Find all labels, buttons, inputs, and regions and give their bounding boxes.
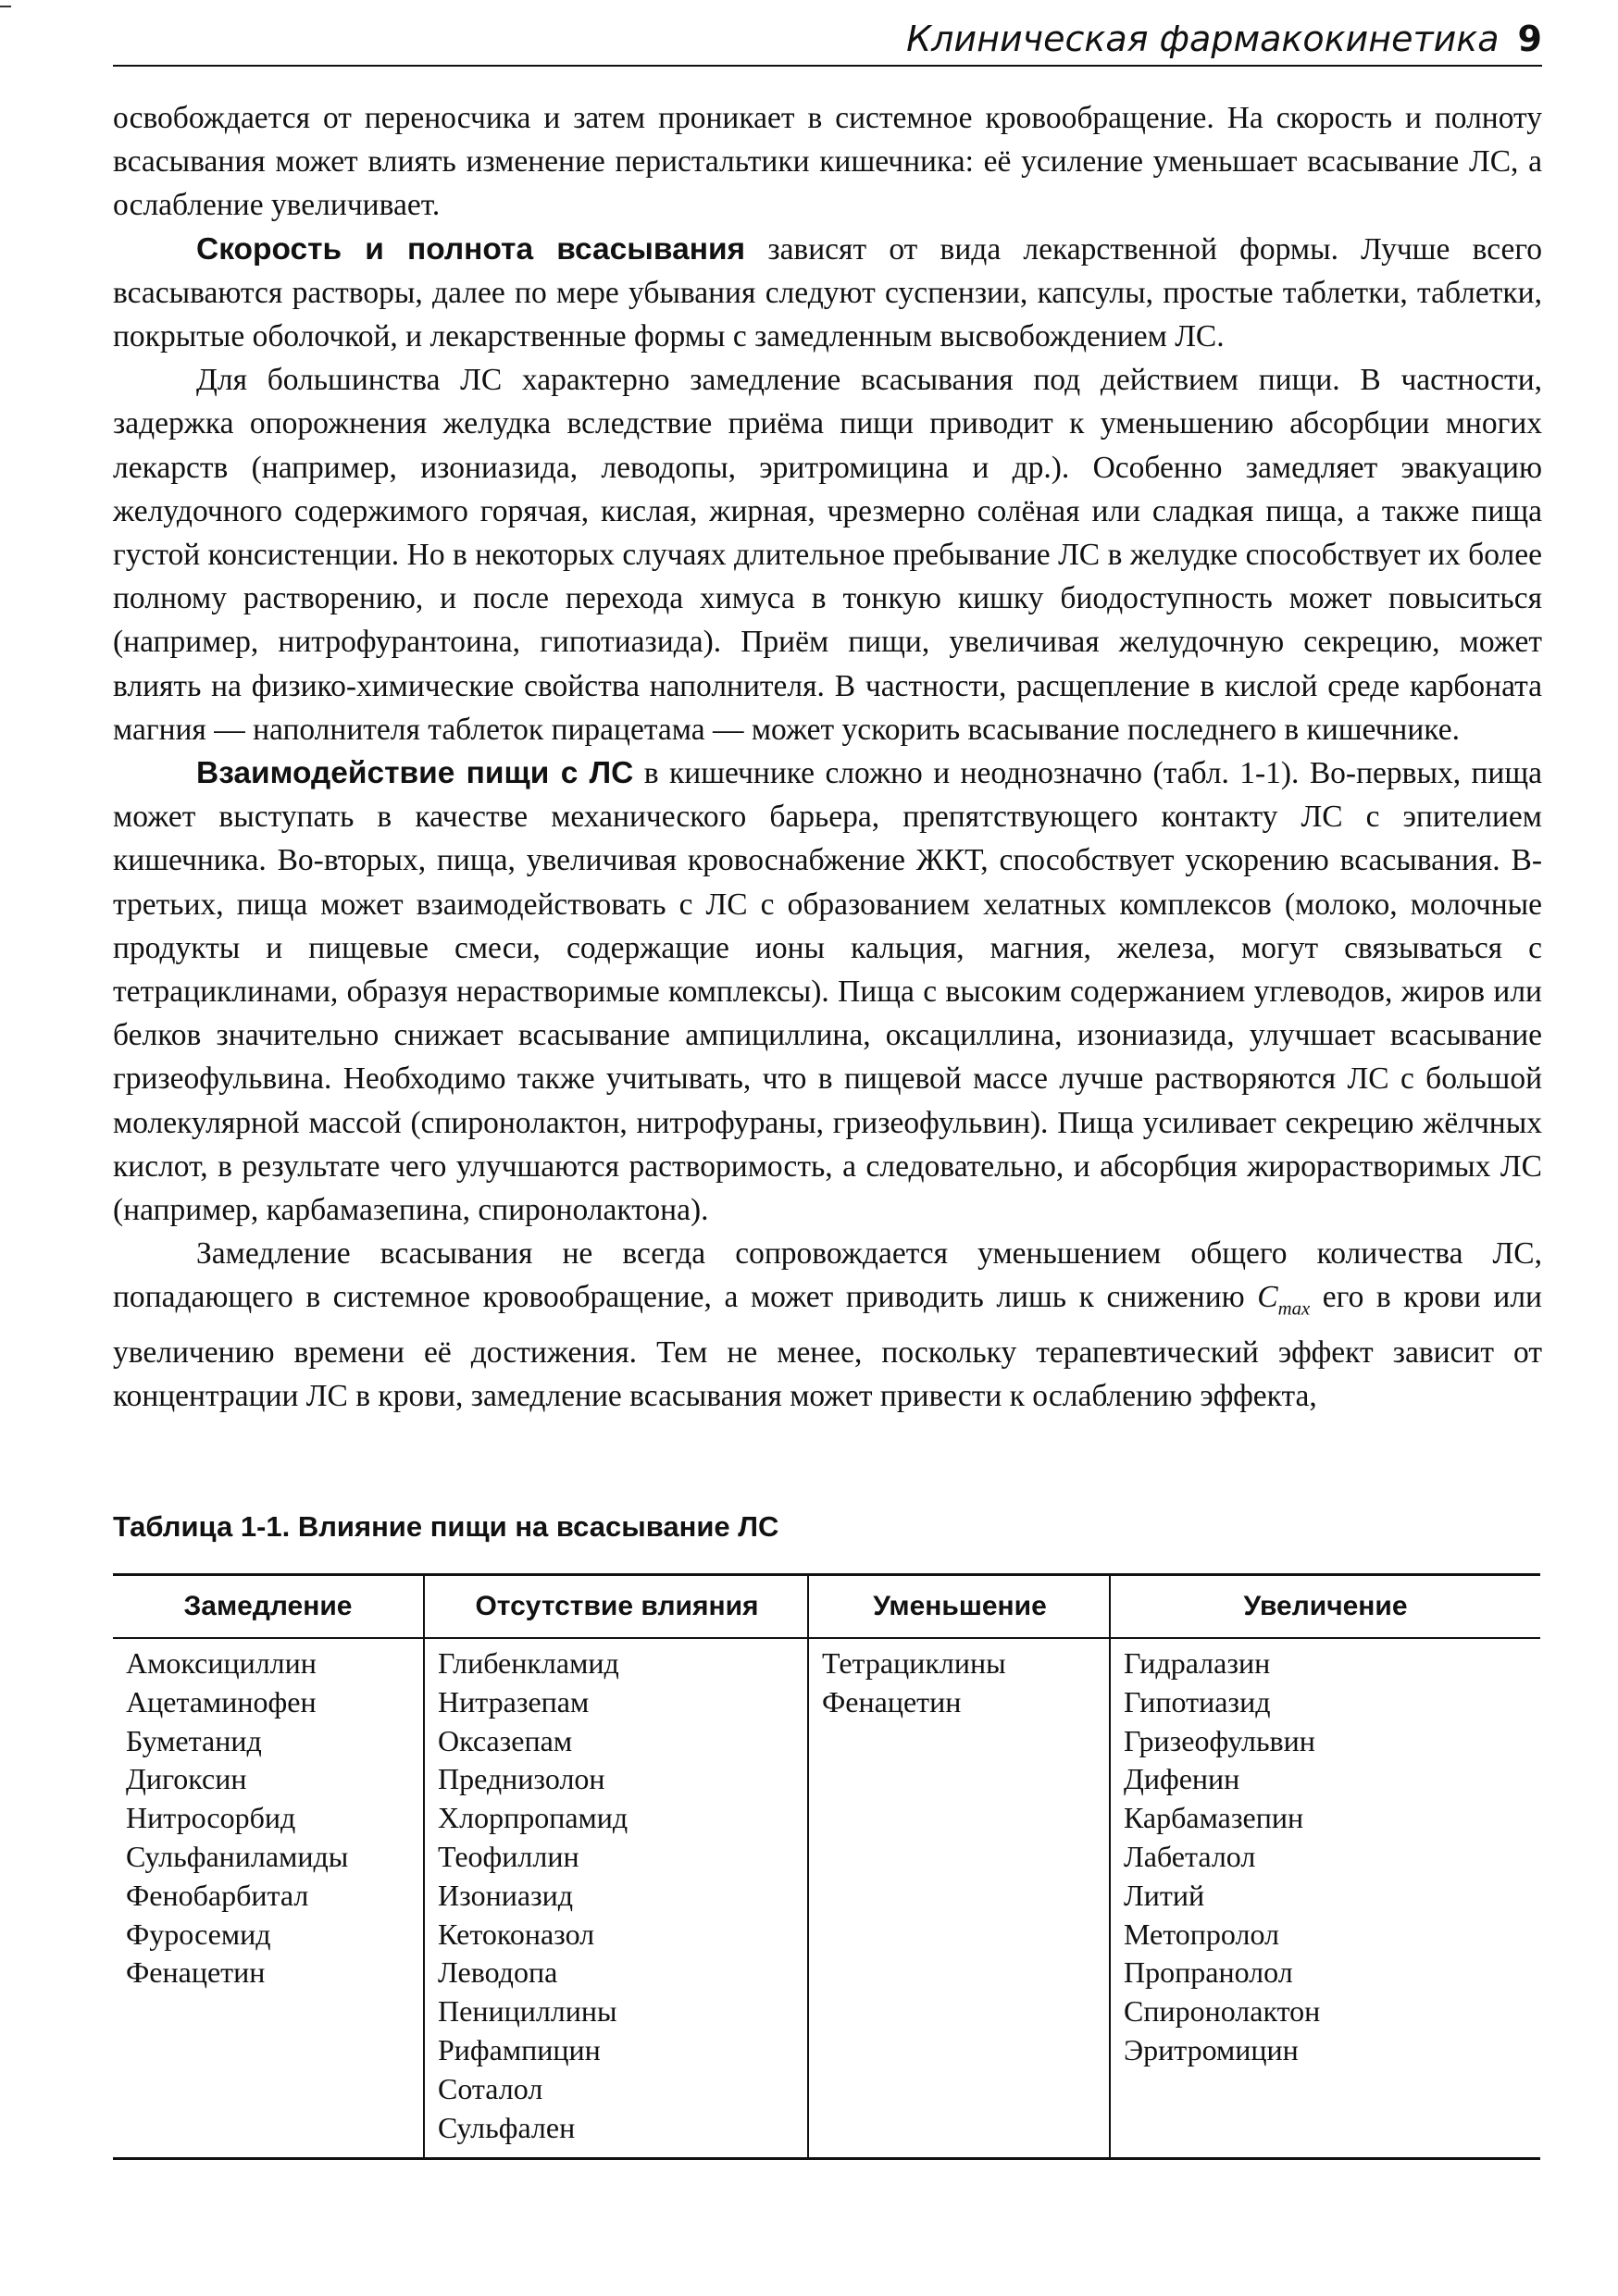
table-cell: Пропранолол: [1124, 1955, 1293, 1990]
paragraph-lead: Взаимодействие пищи с ЛС: [196, 756, 634, 791]
paragraph-5: [113, 1232, 1542, 1418]
paragraph-text: Для большинства ЛС характерно замедление всасывания под действием пищи. В частности, задержка опорожнения желудка вследствие приёма пищи приводит к уменьшению абсорбции многих лекарств (например, изониазида, леводопы, эритромицина и др.). Особенно замедляет эвакуацию желудочного содержимого горячая, кислая, жирная, чрезмерно солёная или сладкая пища, а также пища густой консистенции. Но в некоторых случаях длительное пребывание ЛС в желудке способствует их более полному растворению, и после перехода химуса в тонкую кишку биодоступность может повыситься (например, нитрофурантоина, гипотиазида). Приём пищи, увеличивая желудочную секрецию, может влиять на физико-химические свойства наполнителя. В частности, расщепление в кислой среде карбоната магния — наполнителя таблеток пирацетама — может ускорить всасывание последнего в кишечнике.: [113, 363, 1542, 747]
table-cell: Лабеталол: [1124, 1839, 1256, 1873]
table-cell: Нитразепам: [438, 1684, 590, 1719]
food-absorption-table: [113, 1573, 1540, 2160]
table-cell: Гипотиазид: [1124, 1684, 1271, 1719]
table-cell: Преднизолон: [438, 1762, 605, 1796]
column-items: [113, 1639, 423, 1992]
table-cell: Амоксициллин: [126, 1646, 317, 1680]
table-cell: Рифампицин: [438, 2032, 601, 2066]
table-cell: Сульфаниламиды: [126, 1839, 349, 1873]
paragraph-3: [113, 358, 1542, 751]
table-cell: Карбамазепин: [1124, 1801, 1304, 1835]
cmax-symbol: C: [1257, 1280, 1278, 1315]
header-title: Клиническая фармакокинетика: [906, 19, 1500, 59]
body-text: [113, 96, 1542, 1418]
column-header: Замедление: [113, 1576, 423, 1639]
table-cell: Леводопа: [438, 1955, 558, 1990]
paragraph-text: зависят от вида лекарственной формы. Лучше всего всасываются растворы, далее по мере убывания следуют суспензии, капсулы, простые таблетки, таблетки, покрытые оболочкой, и лекарственные формы с замедленным высвобождением ЛС.: [113, 231, 1542, 354]
column-items: [425, 1639, 809, 2147]
table-cell: Эритромицин: [1124, 2032, 1299, 2066]
table-cell: Тетрациклины: [822, 1646, 1006, 1680]
paragraph-text-end: его в крови или увеличению времени её достижения. Тем не менее, поскольку терапевтический эффект зависит от концентрации ЛС в крови, замедление всасывания может привести к ослаблению эффекта,: [113, 1280, 1542, 1414]
table-cell: Спиронолактон: [1124, 1994, 1321, 2029]
table-cell: Глибенкламид: [438, 1646, 619, 1680]
table-column-no-effect: [423, 1576, 809, 2157]
column-header: Отсутствие влияния: [425, 1576, 809, 1639]
table-cell: Дифенин: [1124, 1762, 1240, 1796]
paragraph-text: в кишечнике сложно и неоднозначно (табл. 1-1). Во-первых, пища может выступать в качестве механического барьера, препятствующего контакту ЛС с эпителием кишечника. Во-вторых, пища, увеличивая кровоснабжение ЖКТ, способствует ускорению всасывания. В-третьих, пища может взаимодействовать с ЛС с образованием хелатных комплексов (молоко, молочные продукты и пищевые смеси, содержащие ионы кальция, магния, железа, могут связываться с тетрациклинами, образуя нерастворимые комплексы). Пища с высоким содержанием углеводов, жиров или белков значительно снижает всасывание ампициллина, оксациллина, изониазида, улучшает всасывание гризеофульвина. Необходимо также учитывать, что в пищевой массе лучше растворяются ЛС с большой молекулярной массой (спиронолактон, нитрофураны, гризеофульвин). Пища усиливает секрецию жёлчных кислот, в результате чего улучшаются растворимость, а следовательно, и абсорбция жирорастворимых ЛС (например, карбамазепина, спиронолактона).: [113, 756, 1542, 1228]
column-header: Уменьшение: [809, 1576, 1111, 1639]
table-cell: Гризеофульвин: [1124, 1723, 1315, 1757]
paragraph-2: [113, 228, 1542, 359]
table-column-slowing: [113, 1576, 423, 2157]
column-header: Увеличение: [1111, 1576, 1540, 1639]
table-cell: Теофиллин: [438, 1839, 579, 1873]
table-cell: Ацетаминофен: [126, 1684, 317, 1719]
table-cell: Дигоксин: [126, 1762, 247, 1796]
table-cell: Пенициллины: [438, 1994, 617, 2029]
table-cell: Литий: [1124, 1878, 1205, 1912]
paragraph-lead: Скорость и полнота всасывания: [196, 231, 746, 267]
table-cell: Хлорпропамид: [438, 1801, 629, 1835]
running-header: [113, 13, 1542, 67]
table-cell: Гидралазин: [1124, 1646, 1271, 1680]
scan-mark: [0, 6, 11, 7]
table-cell: Соталол: [438, 2071, 543, 2105]
paragraph-text: Замедление всасывания не всегда сопровождается уменьшением общего количества ЛС, попадающего в системное кровообращение, а может приводить лишь к снижению: [113, 1236, 1542, 1315]
table-cell: Кетоконазол: [438, 1917, 595, 1951]
table-cell: Метопролол: [1124, 1917, 1280, 1951]
table-cell: Оксазепам: [438, 1723, 573, 1757]
table-column-increase: [1109, 1576, 1540, 2157]
column-items: [1111, 1639, 1540, 2070]
table-cell: Изониазид: [438, 1878, 574, 1912]
paragraph-4: [113, 751, 1542, 1232]
paragraph-text: освобождается от переносчика и затем проникает в системное кровообращение. На скорость и полноту всасывания может влиять изменение перистальтики кишечника: её усиление уменьшает всасывание ЛС, а ослабление увеличивает.: [113, 101, 1542, 223]
table-cell: Фенобарбитал: [126, 1878, 309, 1912]
page-number: 9: [1517, 19, 1542, 59]
table-cell: Сульфален: [438, 2110, 576, 2144]
paragraph-1: [113, 96, 1542, 228]
cmax-subscript: max: [1277, 1297, 1311, 1320]
table-cell: Фенацетин: [822, 1684, 962, 1719]
table-cell: Буметанид: [126, 1723, 262, 1757]
table-cell: Нитросорбид: [126, 1801, 296, 1835]
column-items: [809, 1639, 1111, 1722]
table-cell: Фенацетин: [126, 1955, 266, 1990]
table-cell: Фуросемид: [126, 1917, 271, 1951]
table-caption: Таблица 1-1. Влияние пищи на всасывание ЛС: [113, 1510, 779, 1543]
table-column-decrease: [807, 1576, 1111, 2157]
